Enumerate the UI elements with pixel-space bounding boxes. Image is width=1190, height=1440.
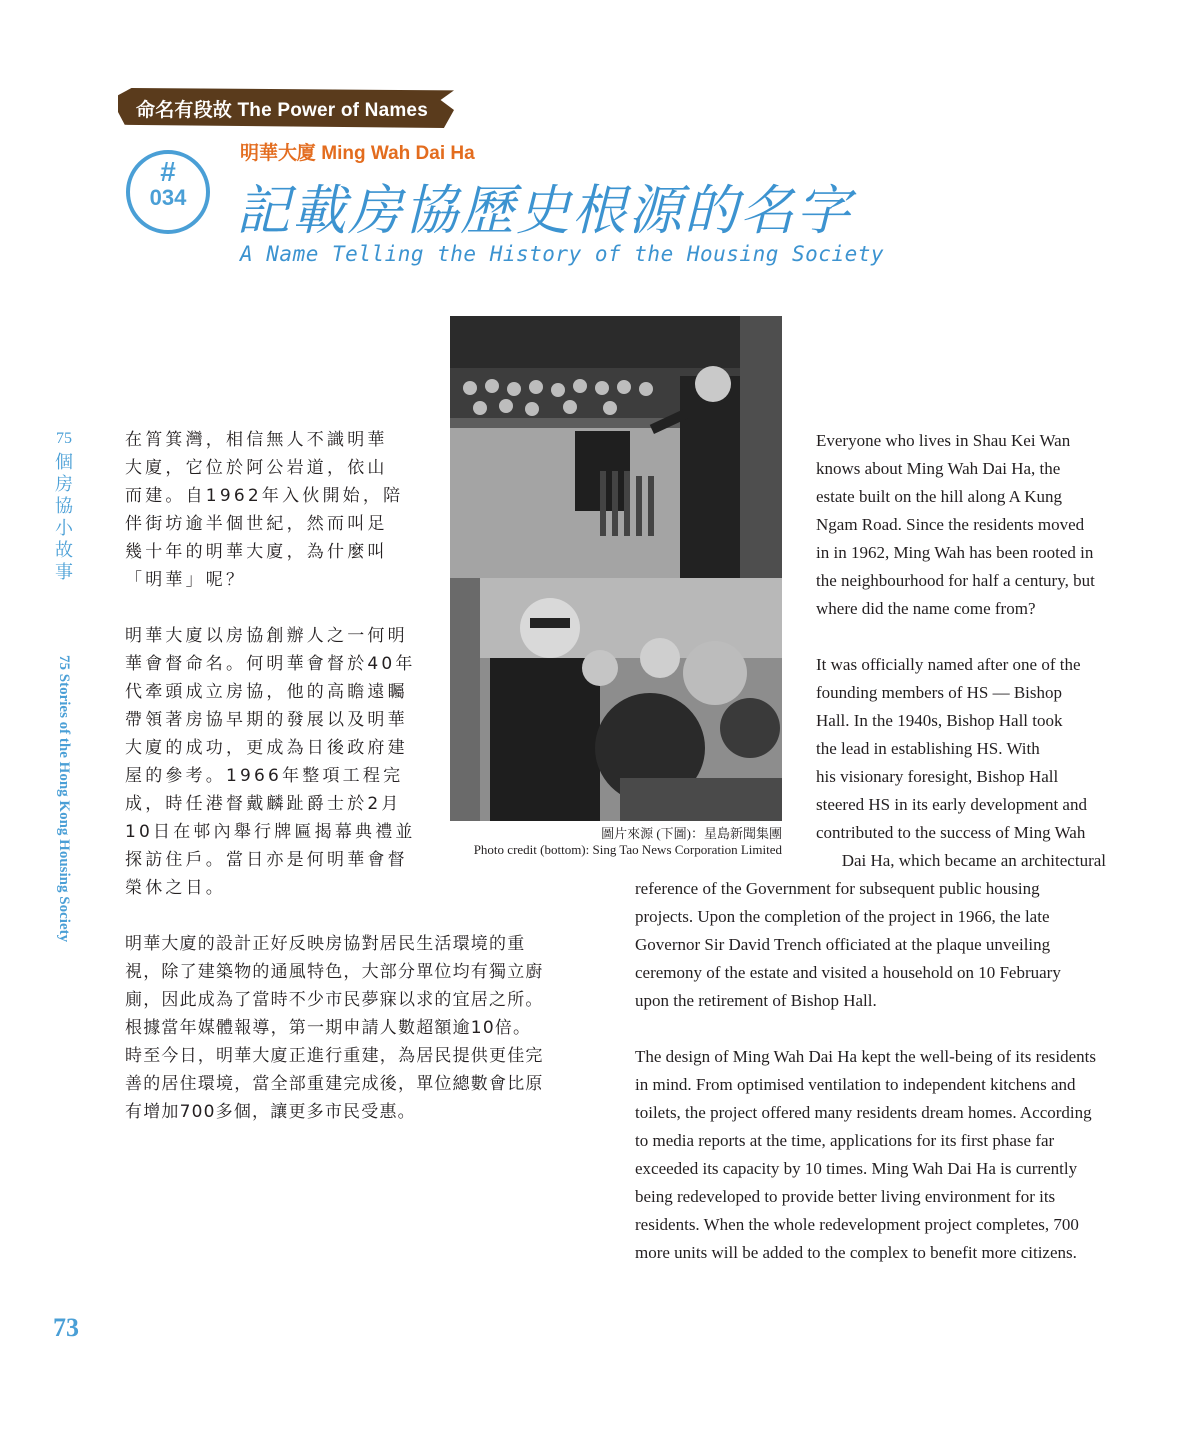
- text-line: 探訪住戶。當日亦是何明華會督: [125, 850, 408, 870]
- sidebar-char: 小: [55, 518, 73, 539]
- english-paragraph-2-wide: [635, 875, 1106, 1015]
- chinese-paragraph-1: [125, 426, 417, 594]
- badge-hash: #: [160, 156, 176, 187]
- text-line: 時至今日，明華大廈正進行重建，為居民提供更佳完: [125, 1046, 544, 1066]
- sidebar-char: 個: [55, 452, 73, 473]
- text-line: 代牽頭成立房協，他的高瞻遠矚: [125, 682, 408, 702]
- text-line: in mind. From optimised ventilation to independent kitchens and: [635, 1075, 1076, 1094]
- text-line: founding members of HS — Bishop: [816, 683, 1063, 702]
- text-line: ceremony of the estate and visited a household on 10 February: [635, 963, 1061, 982]
- text-line: 成，時任港督戴麟趾爵士於2月: [125, 794, 402, 814]
- text-line: It was officially named after one of the: [816, 655, 1081, 674]
- text-line: where did the name come from?: [816, 599, 1036, 618]
- text-line: 廁，因此成為了當時不少市民夢寐以求的宜居之所。: [125, 990, 544, 1010]
- text-line: 大廈，它位於阿公岩道，依山: [125, 458, 388, 478]
- text-line: 伴街坊逾半個世紀，然而叫足: [125, 514, 388, 534]
- text-line: Dai Ha, which became an architectural: [841, 851, 1106, 870]
- badge-number: 034: [149, 185, 187, 210]
- text-line: contributed to the success of Ming Wah: [816, 823, 1086, 842]
- text-line: projects. Upon the completion of the project in 1966, the late: [635, 907, 1050, 926]
- text-line: 而建。自1962年入伙開始，陪: [125, 486, 404, 506]
- sidebar-char: 事: [55, 562, 73, 583]
- text-line: 榮休之日。: [125, 878, 226, 898]
- photo-credit-chinese: 圖片來源 (下圖)：星島新聞集團: [601, 826, 782, 841]
- text-line: Hall. In the 1940s, Bishop Hall took: [816, 711, 1063, 730]
- text-line: 在筲箕灣，相信無人不識明華: [125, 430, 388, 450]
- english-paragraph-2-narrow: [816, 651, 1106, 875]
- text-line: 幾十年的明華大廈，為什麼叫: [125, 542, 388, 562]
- text-line: 有增加700多個，讓更多市民受惠。: [125, 1102, 416, 1122]
- photo-credit-english: Photo credit (bottom): Sing Tao News Corporation Limited: [473, 842, 782, 857]
- text-line: reference of the Government for subsequent public housing: [635, 879, 1040, 898]
- text-line: 明華大廈的設計正好反映房協對居民生活環境的重: [125, 934, 526, 954]
- text-line: 屋的參考。1966年整項工程完: [125, 766, 404, 786]
- page-number: 73: [53, 1313, 79, 1342]
- text-line: 華會督命名。何明華會督於40年: [125, 654, 416, 674]
- text-line: toilets, the project offered many residents dream homes. According: [635, 1103, 1092, 1122]
- text-line: Governor Sir David Trench officiated at the plaque unveiling: [635, 935, 1051, 954]
- text-line: upon the retirement of Bishop Hall.: [635, 991, 877, 1010]
- text-line: more units will be added to the complex to benefit more citizens.: [635, 1243, 1077, 1262]
- text-line: 善的居住環境，當全部重建完成後，單位總數會比原: [125, 1074, 544, 1094]
- sidebar-series-title-english: 75 Stories of the Hong Kong Housing Society: [56, 655, 72, 943]
- text-line: residents. When the whole redevelopment project completes, 700: [635, 1215, 1079, 1234]
- text-line: in in 1962, Ming Wah has been rooted in: [816, 543, 1094, 562]
- text-line: 「明華」呢？: [125, 570, 247, 590]
- english-paragraph-1: [816, 427, 1106, 623]
- page-title-chinese: 記載房協歷史根源的名字: [236, 179, 852, 242]
- text-line: the neighbourhood for half a century, but: [816, 571, 1095, 590]
- chinese-paragraph-3: [125, 930, 599, 1126]
- story-number-badge: [126, 150, 210, 234]
- text-line: his visionary foresight, Bishop Hall: [816, 767, 1059, 786]
- sidebar-char: 房: [55, 474, 73, 495]
- text-line: 大廈的成功，更成為日後政府建: [125, 738, 408, 758]
- estate-subtitle: 明華大廈 Ming Wah Dai Ha: [240, 143, 475, 164]
- plaque-unveiling-photo: [450, 316, 782, 578]
- text-line: Ngam Road. Since the residents moved: [816, 515, 1085, 534]
- text-line: being redeveloped to provide better living environment for its: [635, 1187, 1056, 1206]
- text-line: 視，除了建築物的通風特色，大部分單位均有獨立廚: [125, 962, 544, 982]
- sidebar-series-title-chinese: [53, 452, 75, 584]
- sidebar-char: 協: [55, 496, 73, 517]
- text-line: 根據當年媒體報導，第一期申請人數超額逾10倍。: [125, 1018, 532, 1038]
- text-line: 明華大廈以房協創辦人之一何明: [125, 626, 408, 646]
- section-banner-title: 命名有段故 The Power of Names: [136, 100, 428, 121]
- text-line: Everyone who lives in Shau Kei Wan: [816, 431, 1071, 450]
- text-line: 帶領著房協早期的發展以及明華: [125, 710, 408, 730]
- text-line: exceeded its capacity by 10 times. Ming Wah Dai Ha is currently: [635, 1159, 1078, 1178]
- sidebar-series-number: 75: [56, 430, 72, 447]
- text-line: estate built on the hill along A Kung: [816, 487, 1063, 506]
- text-line: The design of Ming Wah Dai Ha kept the well-being of its residents: [635, 1047, 1096, 1066]
- sidebar-char: 故: [55, 540, 73, 561]
- text-line: 10日在邨內舉行牌匾揭幕典禮並: [125, 822, 416, 842]
- chinese-paragraph-2: [125, 622, 417, 902]
- page-title-english: A Name Telling the History of the Housing Society: [240, 242, 885, 266]
- text-line: the lead in establishing HS. With: [816, 739, 1040, 758]
- household-visit-photo: [450, 578, 782, 821]
- text-line: knows about Ming Wah Dai Ha, the: [816, 459, 1061, 478]
- english-paragraph-3: [635, 1043, 1106, 1267]
- text-line: to media reports at the time, applications for its first phase far: [635, 1131, 1055, 1150]
- text-line: steered HS in its early development and: [816, 795, 1087, 814]
